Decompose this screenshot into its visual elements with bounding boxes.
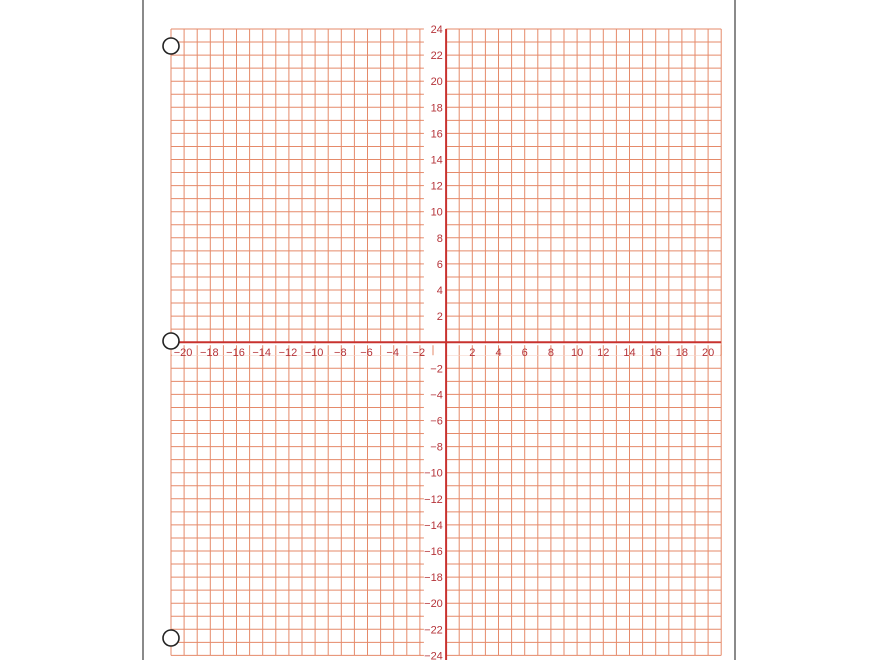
- x-tick-label: −12: [278, 347, 298, 360]
- x-tick-label: −16: [226, 347, 245, 360]
- x-tick-label: −4: [386, 347, 399, 360]
- x-tick-label: −2: [412, 347, 426, 360]
- y-tick-label: −10: [424, 467, 443, 480]
- x-tick-label: −20: [173, 347, 193, 360]
- y-tick-label: 6: [436, 258, 443, 271]
- y-tick-label: 10: [430, 206, 443, 219]
- x-tick-label: 6: [521, 347, 528, 360]
- x-tick-label: −14: [252, 347, 272, 360]
- y-tick-label: −16: [424, 546, 443, 558]
- y-tick-label: 16: [430, 128, 443, 141]
- x-tick-label: −18: [199, 347, 219, 360]
- y-tick-label: −24: [424, 650, 443, 660]
- y-tick-label: −14: [424, 519, 443, 532]
- punch-hole-icon: [163, 38, 179, 54]
- y-tick-label: 8: [436, 232, 443, 245]
- punch-hole-icon: [163, 630, 179, 646]
- punch-hole-icon: [163, 333, 179, 349]
- y-tick-label: 20: [430, 76, 443, 89]
- y-tick-label: 14: [430, 154, 443, 167]
- y-tick-label: 18: [430, 102, 443, 115]
- y-tick-label: −2: [430, 363, 443, 376]
- x-tick-label: 14: [623, 347, 636, 360]
- y-tick-label: 12: [430, 180, 443, 193]
- y-tick-label: 22: [430, 50, 443, 63]
- x-tick-label: 10: [570, 347, 584, 360]
- y-tick-label: −4: [430, 389, 443, 402]
- x-tick-label: 4: [495, 347, 502, 360]
- y-tick-label: −6: [430, 415, 443, 428]
- y-tick-label: −8: [430, 441, 443, 454]
- x-tick-label: 2: [469, 347, 476, 360]
- x-tick-label: 20: [701, 347, 715, 360]
- x-tick-label: −6: [360, 347, 373, 360]
- y-tick-label: 4: [436, 285, 443, 297]
- y-tick-label: −20: [424, 598, 443, 611]
- x-tick-label: 18: [675, 347, 689, 360]
- y-tick-label: −18: [424, 572, 443, 585]
- x-tick-label: −8: [334, 347, 347, 360]
- x-tick-label: 12: [597, 347, 610, 360]
- x-tick-label: −10: [304, 347, 324, 360]
- y-tick-label: 24: [430, 24, 443, 36]
- x-tick-label: 16: [649, 347, 662, 360]
- y-tick-label: 2: [436, 311, 443, 324]
- x-tick-label: 8: [547, 347, 554, 360]
- y-tick-label: −22: [424, 624, 443, 637]
- y-tick-label: −12: [424, 493, 443, 506]
